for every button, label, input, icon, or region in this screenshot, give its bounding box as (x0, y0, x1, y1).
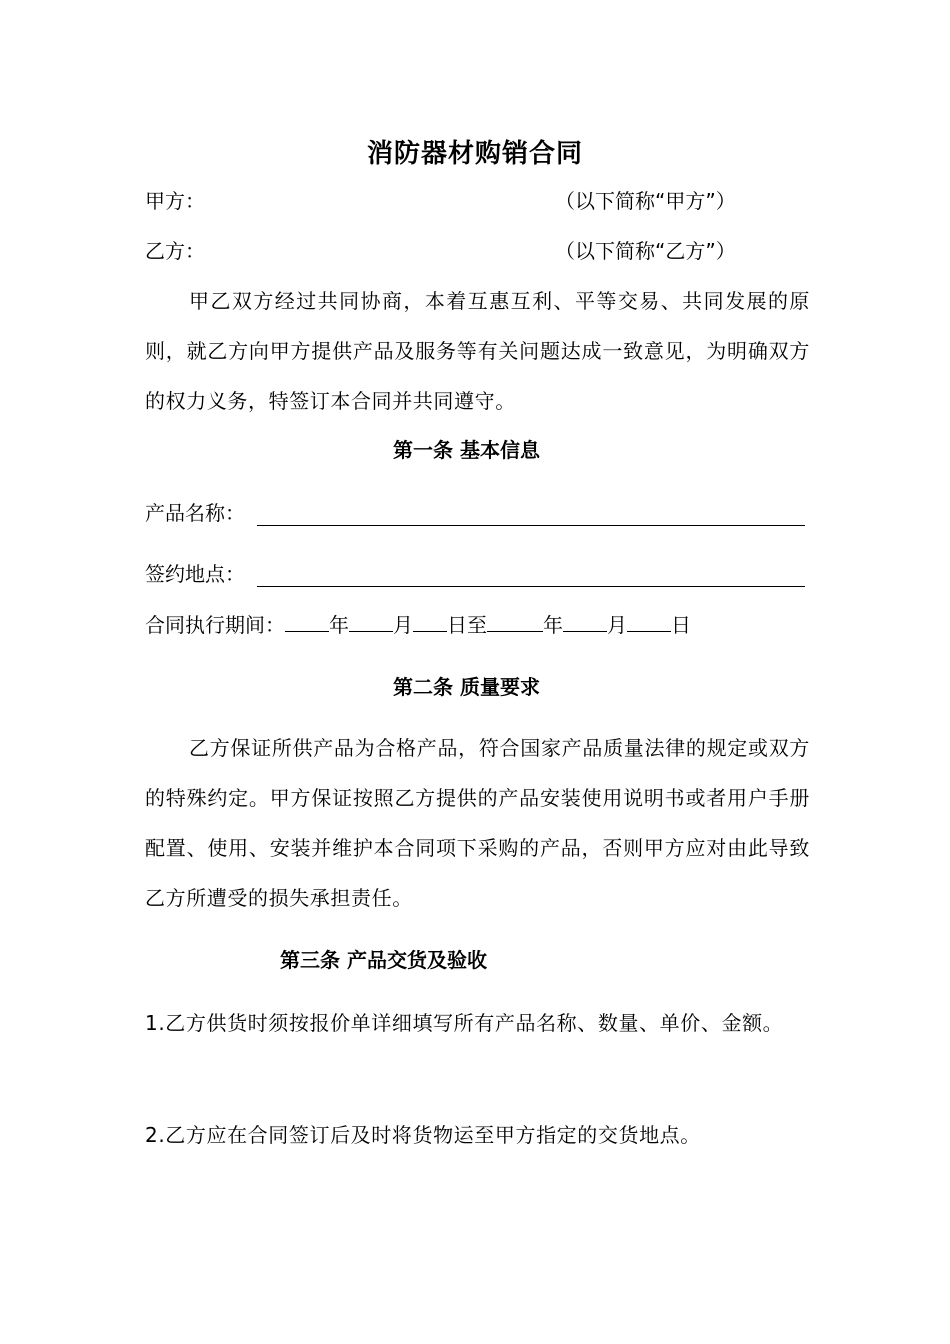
party-a-label: 甲方： (145, 189, 205, 213)
party-a-note: （以下简称“甲方”） (555, 189, 736, 213)
start-year-blank[interactable] (285, 611, 329, 632)
product-name-label: 产品名称： (145, 501, 245, 525)
article2-paragraph: 乙方保证所供产品为合格产品，符合国家产品质量法律的规定或双方的特殊约定。甲方保证按照乙方提供的产品安装使用说明书或者用户手册配置、使用、安装并维护本合同项下采购的产品，否则甲方应对由此导致乙方所遭受的损失承担责任。 (145, 736, 810, 910)
start-day-blank[interactable] (413, 611, 447, 632)
end-year-blank[interactable] (487, 611, 543, 632)
contract-period-row (145, 611, 691, 639)
signing-place-blank[interactable] (257, 586, 805, 587)
article3-item1: 1.乙方供货时须按报价单详细填写所有产品名称、数量、单价、金额。 (145, 1011, 784, 1035)
end-month-blank[interactable] (563, 611, 607, 632)
article3-heading: 第三条 产品交货及验收 (280, 948, 487, 972)
party-b-note: （以下简称“乙方”） (555, 239, 736, 263)
start-month-blank[interactable] (349, 611, 393, 632)
document-title: 消防器材购销合同 (366, 139, 583, 169)
party-b-label: 乙方： (145, 239, 205, 263)
signing-place-field (145, 560, 805, 590)
intro-paragraph: 甲乙双方经过共同协商，本着互惠互利、平等交易、共同发展的原则，就乙方向甲方提供产品及服务等有关问题达成一致意见，为明确双方的权力义务，特签订本合同并共同遵守。 (145, 289, 810, 413)
end-month-unit: 月 (607, 613, 627, 637)
end-day-blank[interactable] (627, 611, 671, 632)
article1-heading: 第一条 基本信息 (393, 438, 540, 462)
signing-place-label: 签约地点： (145, 562, 245, 586)
article2-heading: 第二条 质量要求 (393, 675, 540, 699)
end-day-unit: 日 (671, 613, 691, 637)
start-year-unit: 年 (329, 613, 349, 637)
start-day-unit: 日至 (447, 613, 487, 637)
period-label: 合同执行期间： (145, 613, 285, 637)
start-month-unit: 月 (393, 613, 413, 637)
product-name-blank[interactable] (257, 525, 805, 526)
product-name-field (145, 499, 805, 529)
end-year-unit: 年 (543, 613, 563, 637)
article3-item2: 2.乙方应在合同签订后及时将货物运至甲方指定的交货地点。 (145, 1123, 701, 1147)
